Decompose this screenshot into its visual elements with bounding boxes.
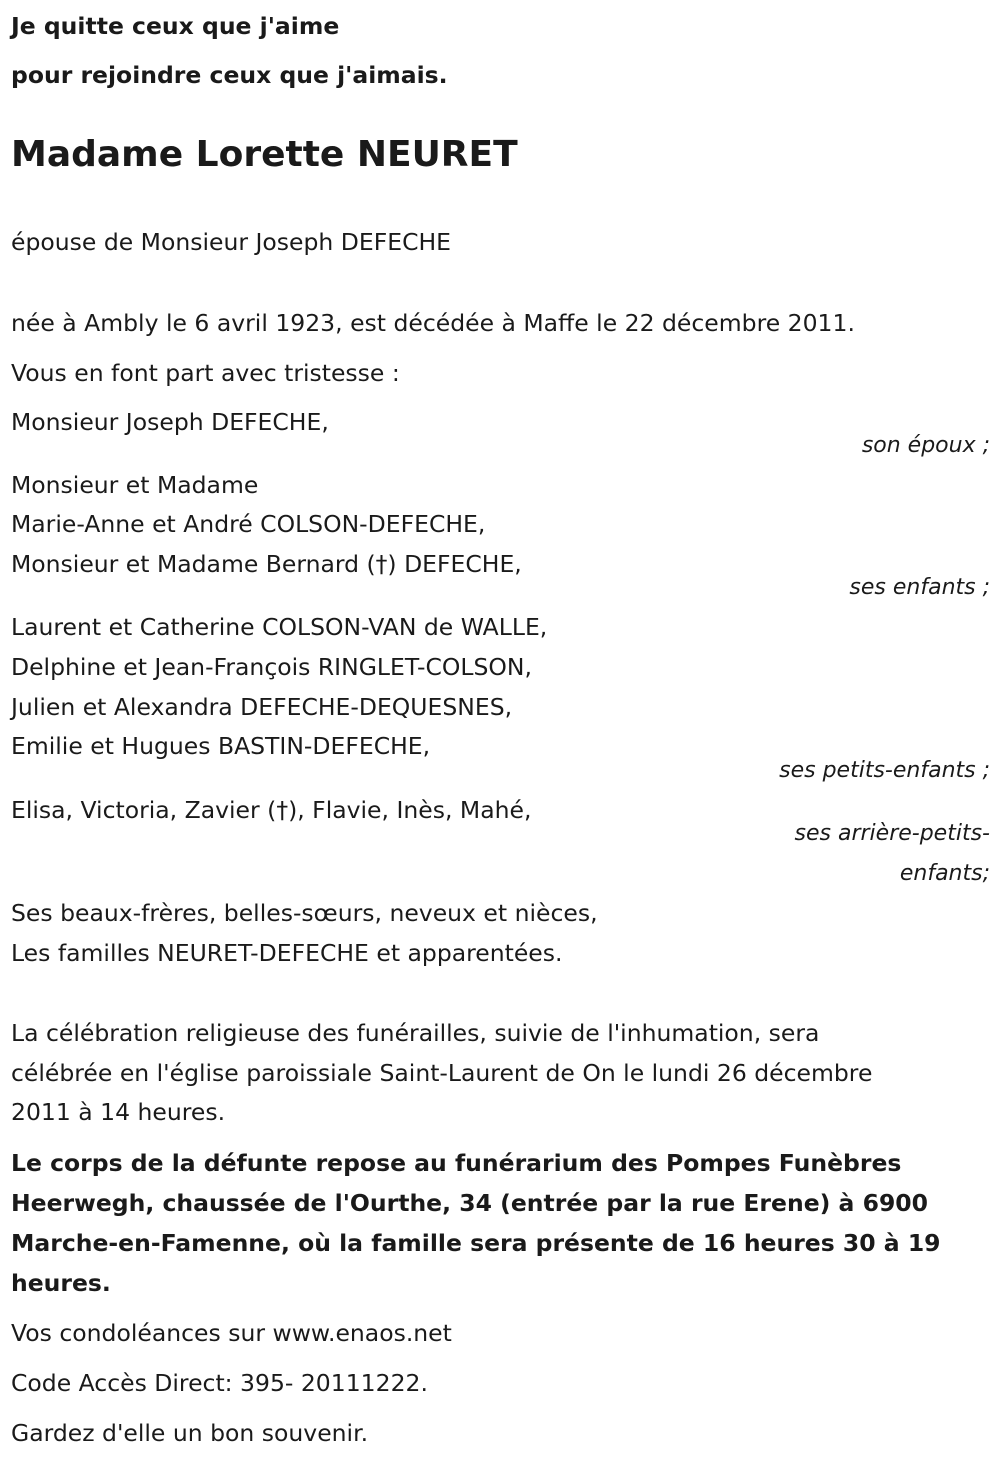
birth-death-line: née à Ambly le 6 avril 1923, est décédée à Maffe le 22 décembre 2011. [11, 309, 855, 337]
relation-label: enfants; [899, 861, 990, 886]
family-name: Emilie et Hugues BASTIN-DEFECHE, [11, 732, 431, 760]
repose-line: Marche-en-Famenne, où la famille sera présente de 16 heures 30 à 19 [11, 1229, 941, 1257]
family-name: Delphine et Jean-François RINGLET-COLSON, [11, 653, 532, 681]
family-name: Monsieur et Madame [11, 471, 259, 499]
condolences-line: Vos condoléances sur www.enaos.net [11, 1319, 452, 1347]
access-code-line: Code Accès Direct: 395- 20111222. [11, 1369, 428, 1397]
ceremony-line: célébrée en l'église paroissiale Saint-Laurent de On le lundi 26 décembre [11, 1059, 873, 1087]
relation-label: ses petits-enfants ; [779, 758, 990, 783]
repose-line: heures. [11, 1269, 111, 1297]
intro-line: Vous en font part avec tristesse : [11, 359, 400, 387]
repose-line: Heerwegh, chaussée de l'Ourthe, 34 (entrée par la rue Erene) à 6900 [11, 1189, 928, 1217]
epigraph-line: Je quitte ceux que j'aime [11, 12, 340, 40]
family-name: Monsieur et Madame Bernard (†) DEFECHE, [11, 550, 522, 578]
family-name: Monsieur Joseph DEFECHE, [11, 408, 329, 436]
others-line: Ses beaux-frères, belles-sœurs, neveux et nièces, [11, 899, 598, 927]
deceased-name: Madame Lorette NEURET [11, 134, 518, 175]
family-name: Laurent et Catherine COLSON-VAN de WALLE, [11, 613, 548, 641]
ceremony-line: La célébration religieuse des funérailles, suivie de l'inhumation, sera [11, 1019, 820, 1047]
family-name: Elisa, Victoria, Zavier (†), Flavie, Inès, Mahé, [11, 796, 532, 824]
closing-line: Gardez d'elle un bon souvenir. [11, 1419, 369, 1447]
relation-label: ses enfants ; [849, 575, 990, 600]
others-line: Les familles NEURET-DEFECHE et apparentées. [11, 939, 563, 967]
family-name: Julien et Alexandra DEFECHE-DEQUESNES, [11, 693, 513, 721]
repose-line: Le corps de la défunte repose au funérarium des Pompes Funèbres [11, 1149, 902, 1177]
relation-label: son époux ; [861, 433, 990, 458]
spouse-line: épouse de Monsieur Joseph DEFECHE [11, 228, 451, 256]
epigraph-line: pour rejoindre ceux que j'aimais. [11, 61, 448, 89]
ceremony-line: 2011 à 14 heures. [11, 1098, 226, 1126]
family-name: Marie-Anne et André COLSON-DEFECHE, [11, 510, 486, 538]
relation-label: ses arrière-petits- [794, 821, 990, 846]
